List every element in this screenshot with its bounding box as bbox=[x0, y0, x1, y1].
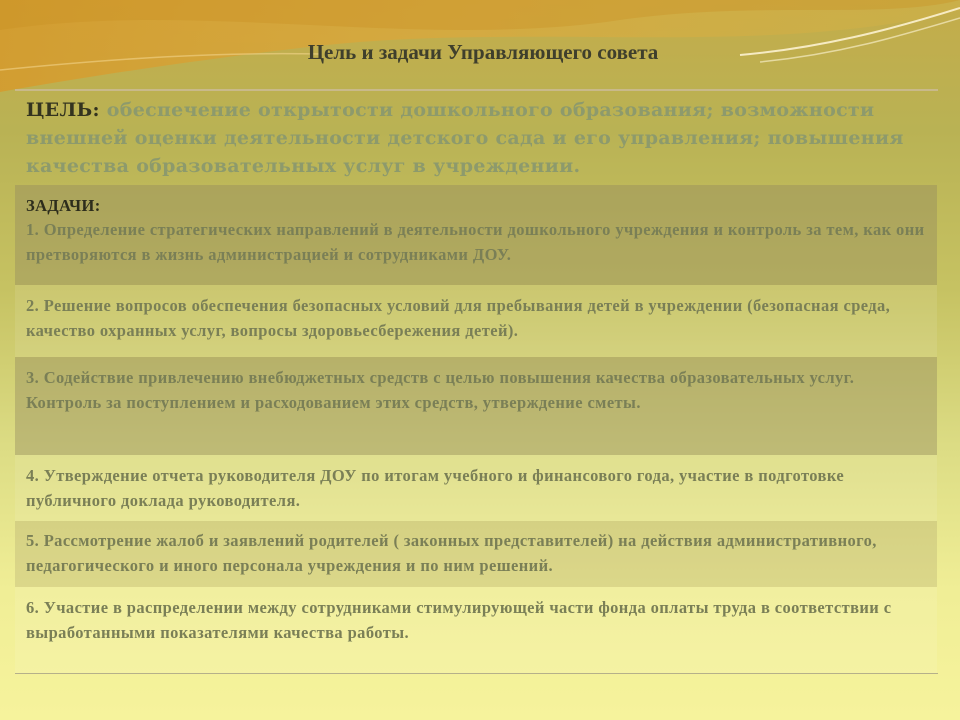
task-block-3 bbox=[15, 357, 937, 455]
goal-label: ЦЕЛЬ: bbox=[26, 99, 100, 121]
task-block-6 bbox=[15, 587, 937, 673]
tasks-label: ЗАДАЧИ: bbox=[26, 196, 101, 215]
task-item-6: 6. Участие в распределении между сотрудниками стимулирующей части фонда оплаты труда в соответствии с выработанными показателями качества работы. bbox=[26, 598, 892, 642]
goal-text: обеспечение открытости дошкольного образования; возможности внешней оценки деятельности детского сада и его управления; повышения качества образовательных услуг в учреждении. bbox=[26, 99, 904, 177]
task-item-4: 4. Утверждение отчета руководителя ДОУ по итогам учебного и финансового года, участие в подготовке публичного доклада руководителя. bbox=[26, 466, 845, 510]
slide-title: Цель и задачи Управляющего совета bbox=[307, 40, 659, 64]
title-divider bbox=[15, 89, 938, 91]
task-item-5: 5. Рассмотрение жалоб и заявлений родителей ( законных представителей) на действия административного, педагогического и иного персонала учреждения и по ним решений. bbox=[26, 531, 877, 575]
task-block-4 bbox=[15, 455, 937, 521]
task-block-5 bbox=[15, 521, 937, 587]
task-block-1 bbox=[15, 185, 937, 285]
task-item-1: 1. Определение стратегических направлений в деятельности дошкольного учреждения и контроль за тем, как они претворяются в жизнь администрацией и сотрудниками ДОУ. bbox=[26, 220, 925, 264]
goal-block bbox=[26, 96, 931, 180]
task-block-2 bbox=[15, 285, 937, 357]
bottom-divider bbox=[15, 673, 938, 674]
task-item-2: 2. Решение вопросов обеспечения безопасных условий для пребывания детей в учреждении (безопасная среда, качество охранных услуг, вопросы здоровьесбережения детей). bbox=[26, 296, 891, 340]
task-item-3: 3. Содействие привлечению внебюджетных средств с целью повышения качества образовательных услуг. Контроль за поступлением и расходованием этих средств, утверждение сметы. bbox=[26, 368, 855, 412]
